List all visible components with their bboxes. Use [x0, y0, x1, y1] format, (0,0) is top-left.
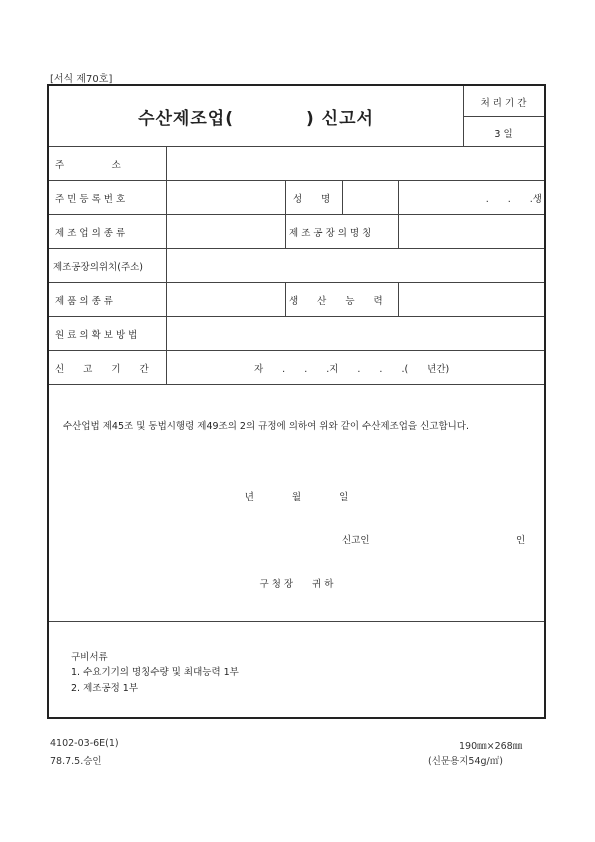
manufacturing-type-label: 제 조 업 의 종 류 — [55, 228, 126, 239]
address-field[interactable] — [167, 146, 544, 180]
material-row — [49, 316, 544, 351]
paper-size: 190㎜×268㎜ — [459, 741, 523, 752]
date-line[interactable]: 년 월 일 — [244, 492, 349, 503]
factory-name-label: 제 조 공 장 의 명 칭 — [289, 228, 372, 239]
type-row — [49, 214, 544, 249]
processing-period-value: 3 일 — [494, 129, 513, 140]
recipient-line: 구 청 장 귀 하 — [259, 579, 334, 590]
name-field[interactable] — [343, 180, 398, 214]
capacity-field[interactable] — [399, 282, 544, 316]
form-header — [49, 86, 544, 147]
capacity-label: 생 산 능 력 — [289, 296, 383, 307]
approval-date: 78.7.5.승인 — [50, 756, 102, 767]
factory-location-row — [49, 248, 544, 283]
document-item: 2. 제조공정 1부 — [71, 683, 139, 694]
documents-title: 구비서류 — [71, 652, 108, 663]
applicant-label: 신고인 — [342, 535, 370, 546]
material-label: 원 료 의 확 보 방 법 — [55, 330, 138, 341]
product-type-label: 제 품 의 종 류 — [55, 296, 113, 307]
factory-location-label: 제조공장의위치(주소) — [53, 262, 144, 273]
form-number: [서식 제70호] — [50, 74, 113, 85]
factory-name-field[interactable] — [399, 214, 544, 248]
resident-number-label: 주 민 등 록 번 호 — [55, 194, 126, 205]
form-code: 4102-03-6E(1) — [50, 738, 119, 749]
document-item: 1. 수요기기의 명칭수량 및 최대능력 1부 — [71, 667, 239, 678]
resident-number-field[interactable] — [167, 180, 285, 214]
material-field[interactable] — [167, 316, 544, 350]
name-label: 성 명 — [293, 194, 331, 205]
address-row — [49, 146, 544, 181]
period-field[interactable]: 자 . . .지 . . .( 년간) — [254, 364, 450, 375]
factory-location-field[interactable] — [167, 248, 544, 282]
birth-date-field[interactable]: . . .생 — [485, 194, 542, 205]
period-row — [49, 350, 544, 385]
address-label: 주 소 — [55, 160, 121, 171]
seal-mark[interactable]: 인 — [516, 535, 526, 546]
declaration-text: 수산업법 제45조 및 동법시행령 제49조의 2의 규정에 의하여 위와 같이 수산제조업을 신고합니다. — [63, 421, 470, 432]
form-title: 수산제조업( ) 신고서 — [138, 108, 374, 129]
processing-period-label: 처 리 기 간 — [480, 98, 527, 109]
product-row — [49, 282, 544, 317]
period-label: 신 고 기 간 — [55, 364, 149, 375]
product-type-field[interactable] — [167, 282, 285, 316]
resident-row — [49, 180, 544, 215]
report-form — [47, 84, 546, 719]
paper-type: (신문용지54g/㎡) — [428, 756, 503, 767]
manufacturing-type-field[interactable] — [167, 214, 285, 248]
